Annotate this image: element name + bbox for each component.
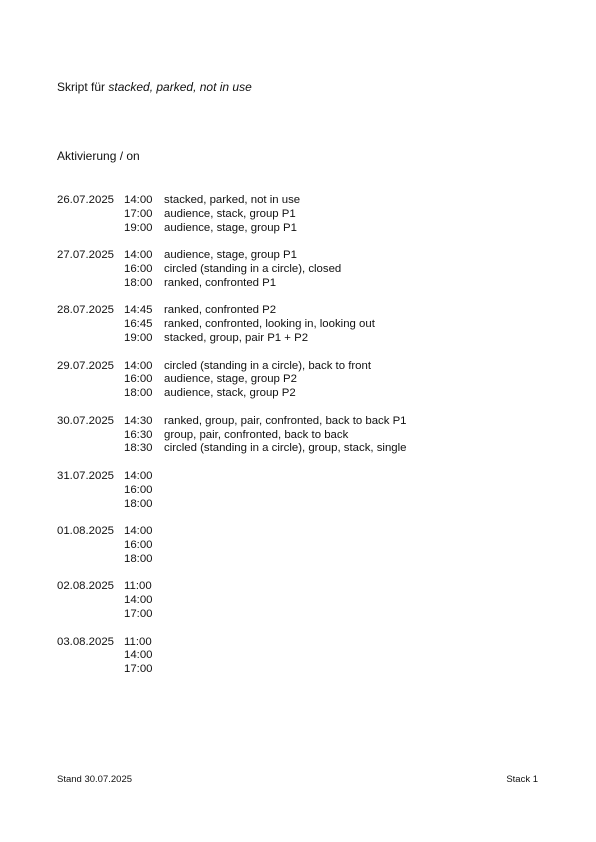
schedule-row xyxy=(57,498,407,512)
schedule-event: circled (standing in a circle), group, stack, single xyxy=(164,442,407,455)
schedule-time: 14:00 xyxy=(124,594,153,607)
schedule-date xyxy=(57,373,124,387)
schedule-time: 14:45 xyxy=(124,304,153,317)
schedule-date xyxy=(57,442,124,456)
schedule-time: 16:00 xyxy=(124,262,153,275)
schedule-row xyxy=(57,636,407,650)
footer-page-label: Stack 1 xyxy=(506,774,538,785)
schedule-time: 16:00 xyxy=(124,538,153,551)
schedule-row xyxy=(57,208,407,222)
schedule-row xyxy=(57,580,407,594)
schedule-row xyxy=(57,332,407,346)
schedule-event: group, pair, confronted, back to back xyxy=(164,428,349,441)
schedule-day xyxy=(57,194,407,235)
schedule-row xyxy=(57,525,407,539)
schedule-time: 14:00 xyxy=(124,525,153,538)
section-heading: Aktivierung / on xyxy=(57,149,140,163)
title-prefix: Skript für xyxy=(57,80,109,94)
schedule-date xyxy=(57,539,124,553)
schedule-event: ranked, group, pair, confronted, back to back P1 xyxy=(164,414,407,427)
schedule-date: 30.07.2025 xyxy=(57,414,115,427)
schedule-time: 11:00 xyxy=(124,580,152,593)
schedule-date: 03.08.2025 xyxy=(57,635,115,648)
schedule-day xyxy=(57,415,407,456)
schedule-date: 01.08.2025 xyxy=(57,525,115,538)
schedule-date: 27.07.2025 xyxy=(57,249,115,262)
schedule-date xyxy=(57,553,124,567)
schedule-date xyxy=(57,663,124,677)
schedule-event: audience, stack, group P1 xyxy=(164,207,296,220)
schedule-time: 19:00 xyxy=(124,221,153,234)
schedule-time: 14:00 xyxy=(124,249,153,262)
schedule-row xyxy=(57,222,407,236)
schedule-time: 18:00 xyxy=(124,497,153,510)
schedule-time: 14:00 xyxy=(124,649,153,662)
schedule-date xyxy=(57,208,124,222)
schedule-date: 26.07.2025 xyxy=(57,194,115,206)
schedule-row xyxy=(57,539,407,553)
schedule-time: 19:00 xyxy=(124,331,153,344)
schedule-day xyxy=(57,525,407,566)
schedule-event: circled (standing in a circle), closed xyxy=(164,262,342,275)
schedule-day xyxy=(57,249,407,290)
schedule-event: audience, stage, group P1 xyxy=(164,221,297,234)
schedule-date xyxy=(57,649,124,663)
schedule-event: ranked, confronted P2 xyxy=(164,304,277,317)
schedule-time: 16:00 xyxy=(124,483,153,496)
schedule-date xyxy=(57,429,124,443)
schedule-day xyxy=(57,636,407,677)
schedule-date xyxy=(57,332,124,346)
schedule-row xyxy=(57,277,407,291)
schedule-row xyxy=(57,263,407,277)
schedule-time: 18:30 xyxy=(124,442,153,455)
schedule-row xyxy=(57,387,407,401)
schedule-event: ranked, confronted P1 xyxy=(164,276,277,289)
schedule-date xyxy=(57,318,124,332)
schedule-time: 14:00 xyxy=(124,194,153,206)
title-italic: stacked, parked, not in use xyxy=(108,80,252,94)
schedule-event: audience, stage, group P1 xyxy=(164,249,297,262)
schedule-time: 14:30 xyxy=(124,414,153,427)
schedule-time: 16:00 xyxy=(124,373,153,386)
schedule-event: audience, stack, group P2 xyxy=(164,387,296,400)
schedule-event: circled (standing in a circle), back to front xyxy=(164,359,372,372)
schedule-time: 11:00 xyxy=(124,635,152,648)
schedule-date xyxy=(57,484,124,498)
schedule-event: ranked, confronted, looking in, looking out xyxy=(164,318,375,331)
schedule-time: 17:00 xyxy=(124,607,153,620)
schedule-date: 02.08.2025 xyxy=(57,580,115,593)
schedule-date xyxy=(57,277,124,291)
schedule-day xyxy=(57,470,407,511)
schedule-date xyxy=(57,222,124,236)
schedule-date xyxy=(57,387,124,401)
schedule-row xyxy=(57,649,407,663)
schedule-event: audience, stage, group P2 xyxy=(164,373,297,386)
schedule-row xyxy=(57,663,407,677)
schedule-date xyxy=(57,498,124,512)
schedule-row xyxy=(57,608,407,622)
document-title xyxy=(57,80,252,94)
schedule-date xyxy=(57,608,124,622)
schedule-time: 18:00 xyxy=(124,387,153,400)
footer-date: Stand 30.07.2025 xyxy=(57,774,133,785)
schedule-time: 14:00 xyxy=(124,359,153,372)
schedule-day xyxy=(57,360,407,401)
schedule-event: stacked, parked, not in use xyxy=(164,194,301,206)
schedule-date xyxy=(57,594,124,608)
schedule-time: 18:00 xyxy=(124,276,153,289)
schedule-row xyxy=(57,373,407,387)
schedule-row xyxy=(57,415,407,429)
schedule-date xyxy=(57,263,124,277)
schedule-date: 29.07.2025 xyxy=(57,359,115,372)
schedule-time: 16:30 xyxy=(124,428,153,441)
schedule-row xyxy=(57,304,407,318)
schedule-time: 16:45 xyxy=(124,318,153,331)
schedule-date: 31.07.2025 xyxy=(57,469,115,482)
schedule-row xyxy=(57,484,407,498)
schedule-row xyxy=(57,470,407,484)
schedule-time: 18:00 xyxy=(124,552,153,565)
schedule-day xyxy=(57,304,407,345)
schedule-event: stacked, group, pair P1 + P2 xyxy=(164,331,309,344)
schedule-row xyxy=(57,194,407,208)
schedule-list xyxy=(57,194,407,691)
schedule-time: 14:00 xyxy=(124,469,153,482)
schedule-day xyxy=(57,580,407,621)
schedule-row xyxy=(57,442,407,456)
schedule-row xyxy=(57,318,407,332)
schedule-row xyxy=(57,553,407,567)
schedule-row xyxy=(57,594,407,608)
schedule-time: 17:00 xyxy=(124,663,153,676)
schedule-row xyxy=(57,429,407,443)
schedule-time: 17:00 xyxy=(124,207,153,220)
schedule-date: 28.07.2025 xyxy=(57,304,115,317)
schedule-row xyxy=(57,249,407,263)
schedule-row xyxy=(57,360,407,374)
